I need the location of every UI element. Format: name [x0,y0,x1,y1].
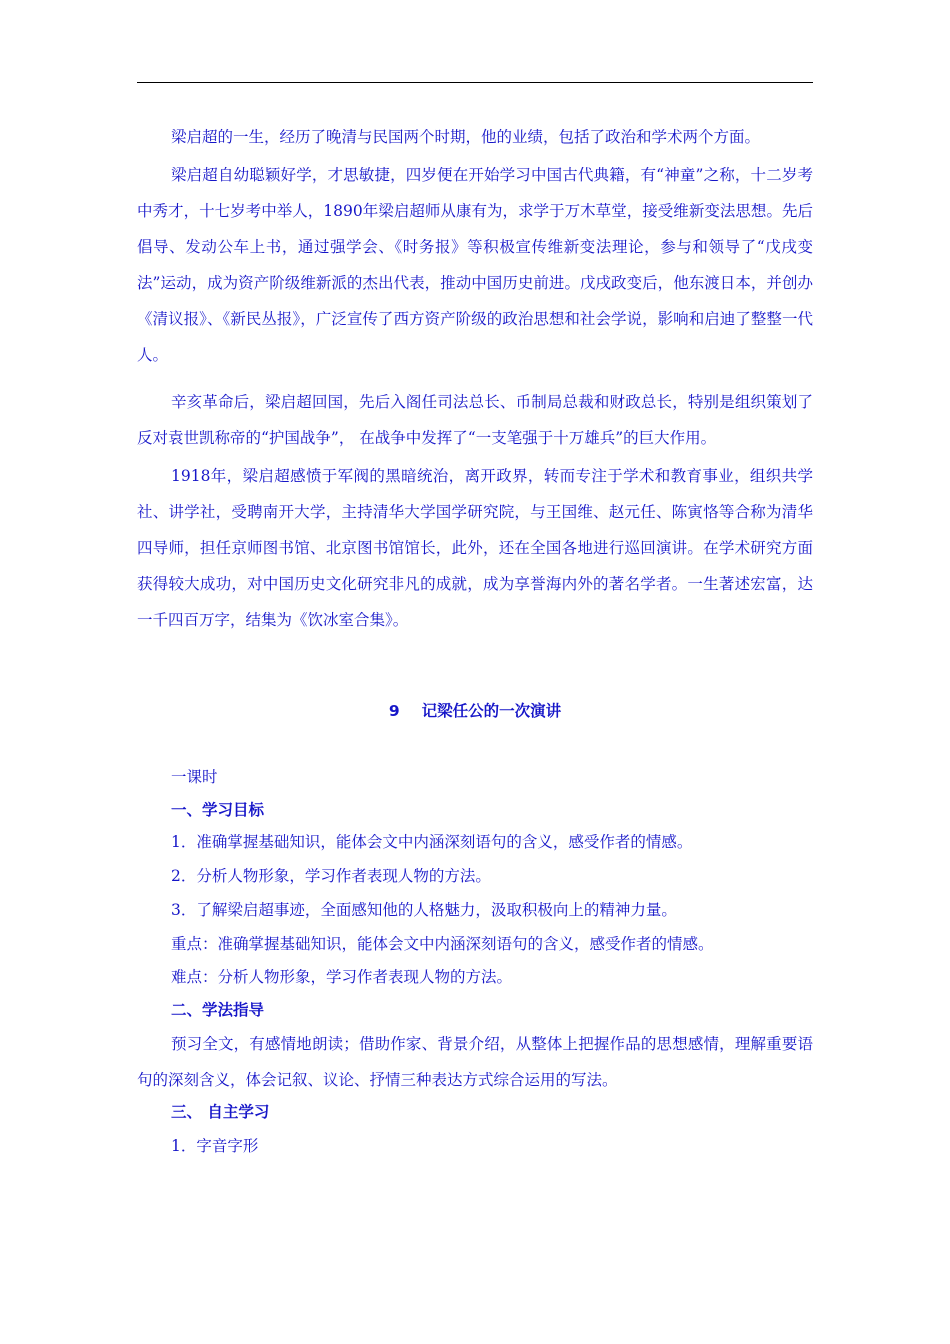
lesson-title [137,699,813,723]
difficult-point: 难点：分析人物形象，学习作者表现人物的方法。 [171,968,513,986]
lesson-number: 9 [388,702,400,720]
self-study-item-1: 1．字音字形 [171,1137,259,1155]
intro-paragraph-2: 梁启超自幼聪颖好学，才思敏捷，四岁便在开始学习中国古代典籍，有“神童”之称，十二岁考中秀才，十七岁考中举人，1890年梁启超师从康有为，求学于万木草堂，接受维新变法思想。先后倡导、发动公车上书，通过强学会、《时务报》等积极宣传维新变法理论，参与和领导了“戊戌变法”运动，成为资产阶级维新派的杰出代表，推动中国历史前进。戊戌政变后，他东渡日本，并创办《清议报》、《新民丛报》，广泛宣传了西方资产阶级的政治思想和社会学说，影响和启迪了整整一代人。 [137,166,813,364]
intro-paragraph-1: 梁启超的一生，经历了晚清与民国两个时期，他的业绩，包括了政治和学术两个方面。 [171,128,761,146]
lesson-title-text: 记梁任公的一次演讲 [421,702,562,720]
intro-paragraph-3: 辛亥革命后，梁启超回国，先后入阁任司法总长、币制局总裁和财政总长，特别是组织策划了反对袁世凯称帝的“护国战争”， 在战争中发挥了“一支笔强于十万雄兵”的巨大作用。 [137,393,813,447]
method-paragraph: 预习全文，有感情地朗读；借助作家、背景介绍，从整体上把握作品的思想感情，理解重要语句的深刻含义，体会记叙、议论、抒情三种表达方式综合运用的写法。 [137,1035,813,1089]
intro-paragraph-4: 1918年，梁启超感愤于军阀的黑暗统治，离开政界，转而专注于学术和教育事业，组织共学社、讲学社，受聘南开大学，主持清华大学国学研究院，与王国维、赵元任、陈寅恪等合称为清华四导师，担任京师图书馆、北京图书馆馆长，此外，还在全国各地进行巡回演讲。在学术研究方面获得较大成功，对中国历史文化研究非凡的成就，成为享誉海内外的著名学者。一生著述宏富，达一千四百万字，结集为《饮冰室合集》。 [137,467,813,629]
key-point: 重点：准确掌握基础知识，能体会文中内涵深刻语句的含义，感受作者的情感。 [171,935,714,953]
section1-heading: 一、学习目标 [171,801,265,819]
header-rule [137,82,813,83]
goal-item-1: 1．准确掌握基础知识，能体会文中内涵深刻语句的含义，感受作者的情感。 [171,833,693,851]
section3-heading: 三、 自主学习 [171,1103,270,1121]
goal-item-3: 3．了解梁启超事迹，全面感知他的人格魅力，汲取积极向上的精神力量。 [171,901,677,919]
section2-heading: 二、学法指导 [171,1001,265,1019]
lesson-period: 一课时 [171,768,218,786]
goal-item-2: 2．分析人物形象，学习作者表现人物的方法。 [171,867,491,885]
